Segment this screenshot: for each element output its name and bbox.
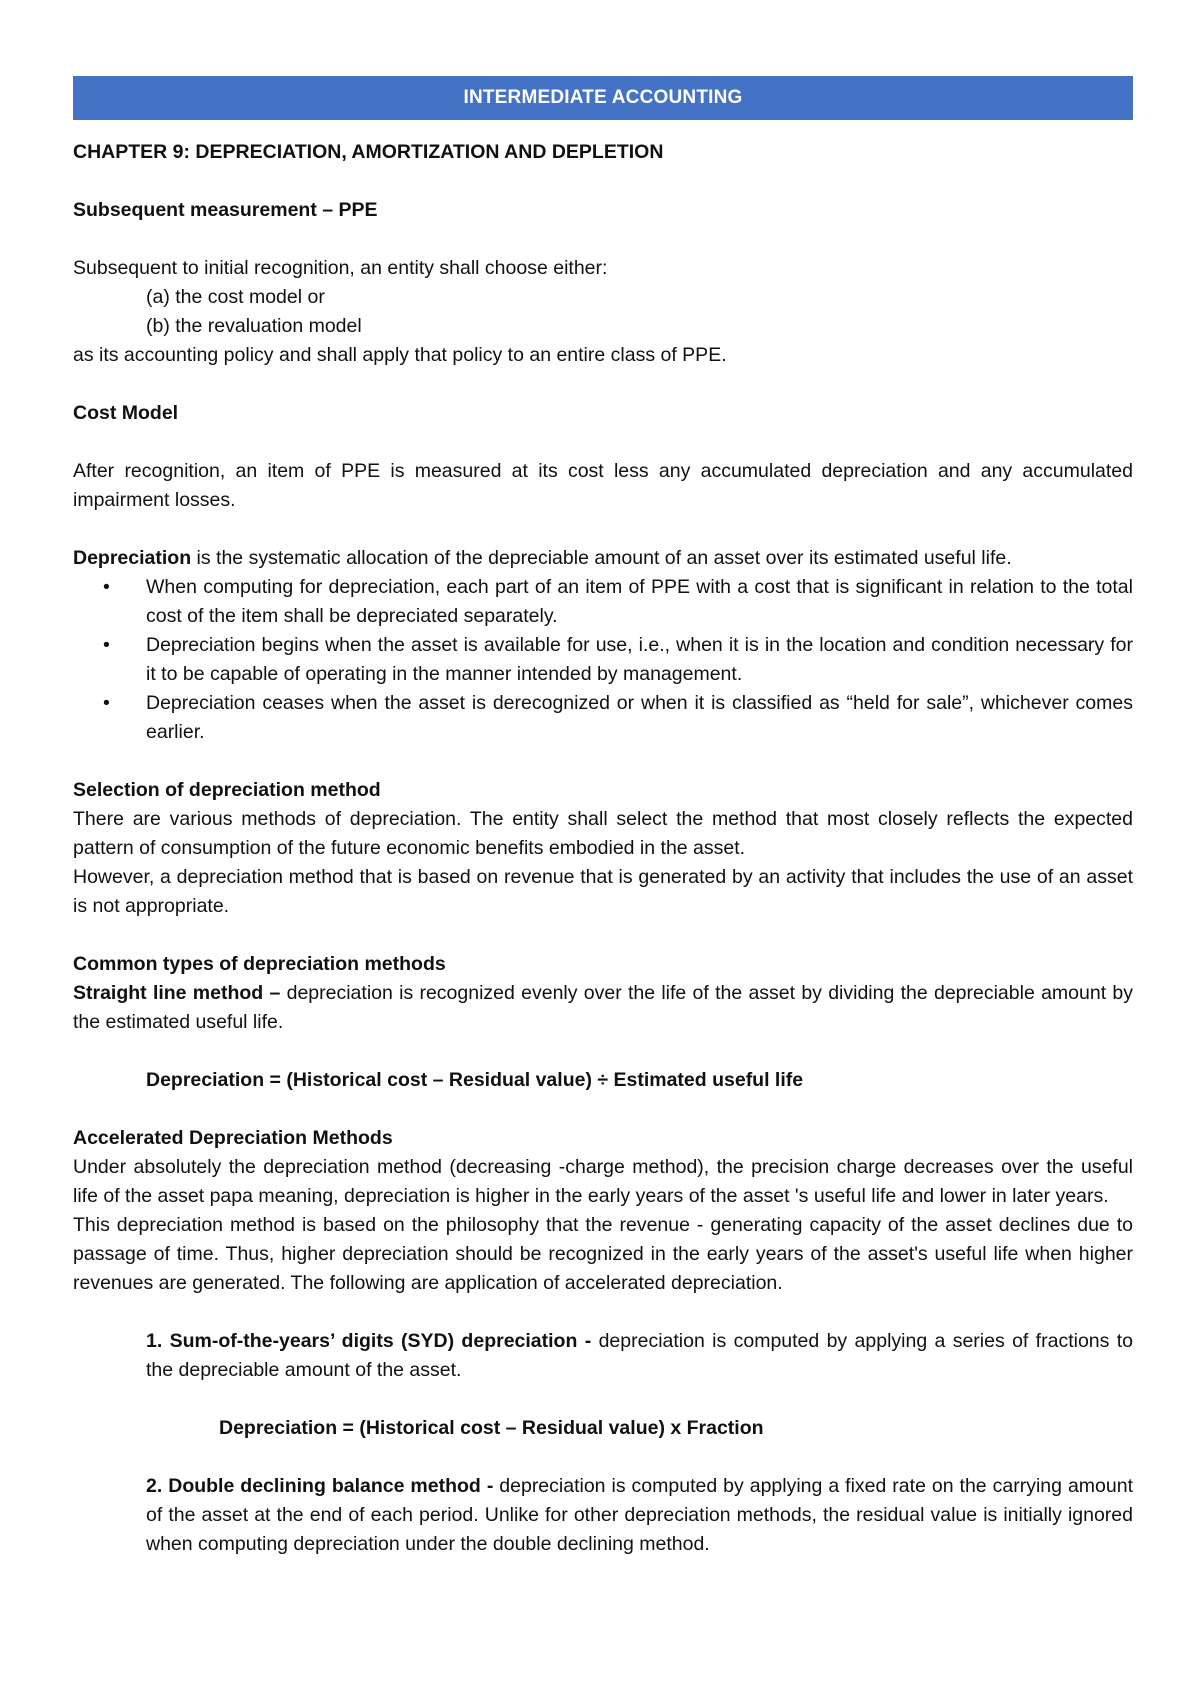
depreciation-term: Depreciation [73,547,192,569]
option-b: (b) the revaluation model [146,315,362,337]
section-heading-accelerated: Accelerated Depreciation Methods [73,1127,393,1149]
section-heading-cost-model: Cost Model [73,402,179,424]
document-body [73,138,1133,1559]
ddb-paragraph [73,1472,1133,1559]
section-heading-subsequent: Subsequent measurement – PPE [73,199,378,221]
syd-paragraph [73,1327,1133,1385]
accelerated-text-1: Under absolutely the depreciation method (decreasing -charge method), the precision charge decreases over the useful life of the asset papa meaning, depreciation is higher in the early years of the asset 's useful life and lower in later years. [73,1156,1133,1207]
list-item: • Depreciation ceases when the asset is derecognized or when it is classified as “held for sale”, whichever comes earlier. [73,689,1133,747]
selection-text-1: There are various methods of depreciation. The entity shall select the method that most closely reflects the expected pattern of consumption of the future economic benefits embodied in the asset. [73,808,1133,859]
straight-line-formula: Depreciation = (Historical cost – Residual value) ÷ Estimated useful life [146,1069,804,1091]
section-heading-selection: Selection of depreciation method [73,779,381,801]
straight-line-term: Straight line method – [73,982,281,1004]
list-item: • Depreciation begins when the asset is available for use, i.e., when it is in the location and condition necessary for it to be capable of operating in the manner intended by management. [73,631,1133,689]
banner-title: INTERMEDIATE ACCOUNTING [463,87,743,108]
subsequent-intro: Subsequent to initial recognition, an entity shall choose either: [73,257,608,279]
header-banner [73,76,1133,120]
subsequent-closing: as its accounting policy and shall apply that policy to an entire class of PPE. [73,344,727,366]
selection-text-2: However, a depreciation method that is based on revenue that is generated by an activity that includes the use of an asset is not appropriate. [73,866,1133,917]
straight-line-text: depreciation is recognized evenly over the life of the asset by dividing the depreciable amount by the estimated useful life. [73,982,1133,1033]
list-item: • When computing for depreciation, each part of an item of PPE with a cost that is significant in relation to the total cost of the item shall be depreciated separately. [73,573,1133,631]
depreciation-definition-text: is the systematic allocation of the depreciable amount of an asset over its estimated useful life. [191,547,1012,569]
syd-term: 1. Sum-of-the-years’ digits (SYD) depreciation - [146,1330,592,1352]
depreciation-definition [73,544,1133,573]
chapter-title: CHAPTER 9: DEPRECIATION, AMORTIZATION AND DEPLETION [73,141,664,163]
ddb-text: depreciation is computed by applying a fixed rate on the carrying amount of the asset at the end of each period. Unlike for other depreciation methods, the residual value is initially ignored when computing depreciation under the double declining method. [146,1475,1133,1555]
syd-formula: Depreciation = (Historical cost – Residual value) x Fraction [219,1417,764,1439]
syd-text: depreciation is computed by applying a series of fractions to the depreciable amount of the asset. [146,1330,1133,1381]
option-a: (a) the cost model or [146,286,325,308]
accelerated-text-2: This depreciation method is based on the philosophy that the revenue - generating capacity of the asset declines due to passage of time. Thus, higher depreciation should be recognized in the early years of the asset's useful life when higher revenues are generated. The following are application of accelerated depreciation. [73,1214,1133,1294]
document-page [73,76,1133,1559]
section-heading-common-types: Common types of depreciation methods [73,953,446,975]
depreciation-bullet-list [73,573,1133,747]
straight-line-paragraph [73,979,1133,1037]
cost-model-text: After recognition, an item of PPE is measured at its cost less any accumulated depreciation and any accumulated impairment losses. [73,460,1133,511]
ddb-term: 2. Double declining balance method - [146,1475,494,1497]
